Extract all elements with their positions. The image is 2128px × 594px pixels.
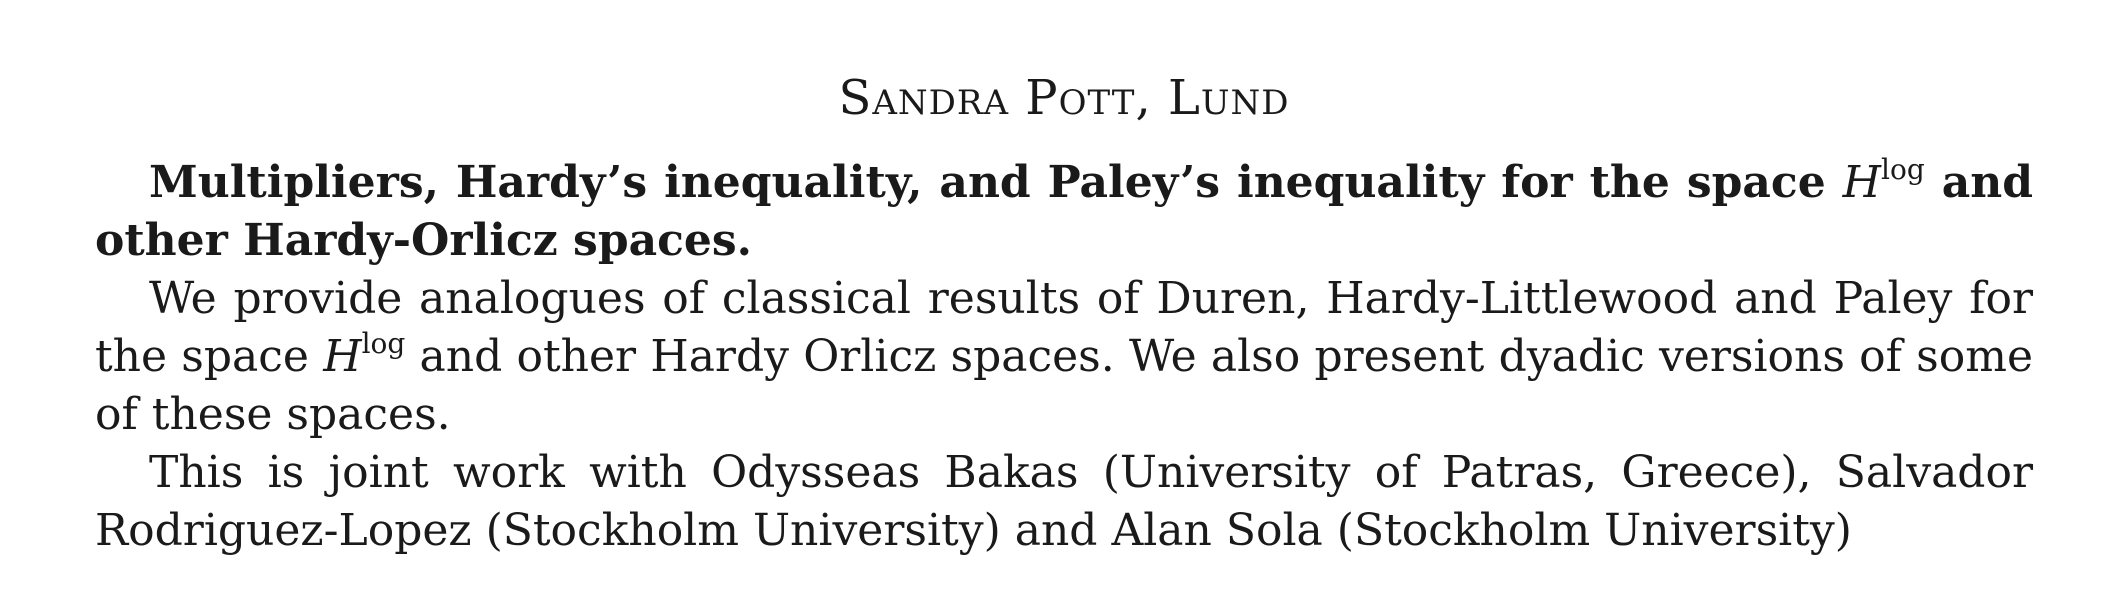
abstract-p1-after: and other Hardy Orlicz spaces. We also present dyadic versions of some of these spaces. [95, 330, 2033, 440]
author-heading: Sandra Pott, Lund [838, 70, 1290, 126]
abstract-math-superscript: log [361, 326, 406, 360]
abstract-paragraph-1 [95, 270, 2033, 444]
talk-title [95, 154, 2033, 270]
abstract-paragraph-2: This is joint work with Odysseas Bakas (University of Patras, Greece), Salvador Rodriguez-Lopez (Stockholm University) and Alan Sola (Stockholm University) [95, 446, 2033, 556]
title-math-symbol [1842, 152, 1925, 208]
title-text-after: and other Hardy-Orlicz spaces. [95, 156, 2033, 266]
title-math-superscript: log [1881, 152, 1925, 186]
abstract-p1-before: We provide analogues of classical results of Duren, Hardy-Littlewood and Paley for the space [95, 272, 2033, 382]
abstract-math-base: H [323, 330, 362, 382]
title-math-base: H [1842, 156, 1882, 208]
abstract-math-symbol [323, 326, 406, 382]
title-text-before: Multipliers, Hardy’s inequality, and Paley’s inequality for the space [149, 156, 1843, 208]
